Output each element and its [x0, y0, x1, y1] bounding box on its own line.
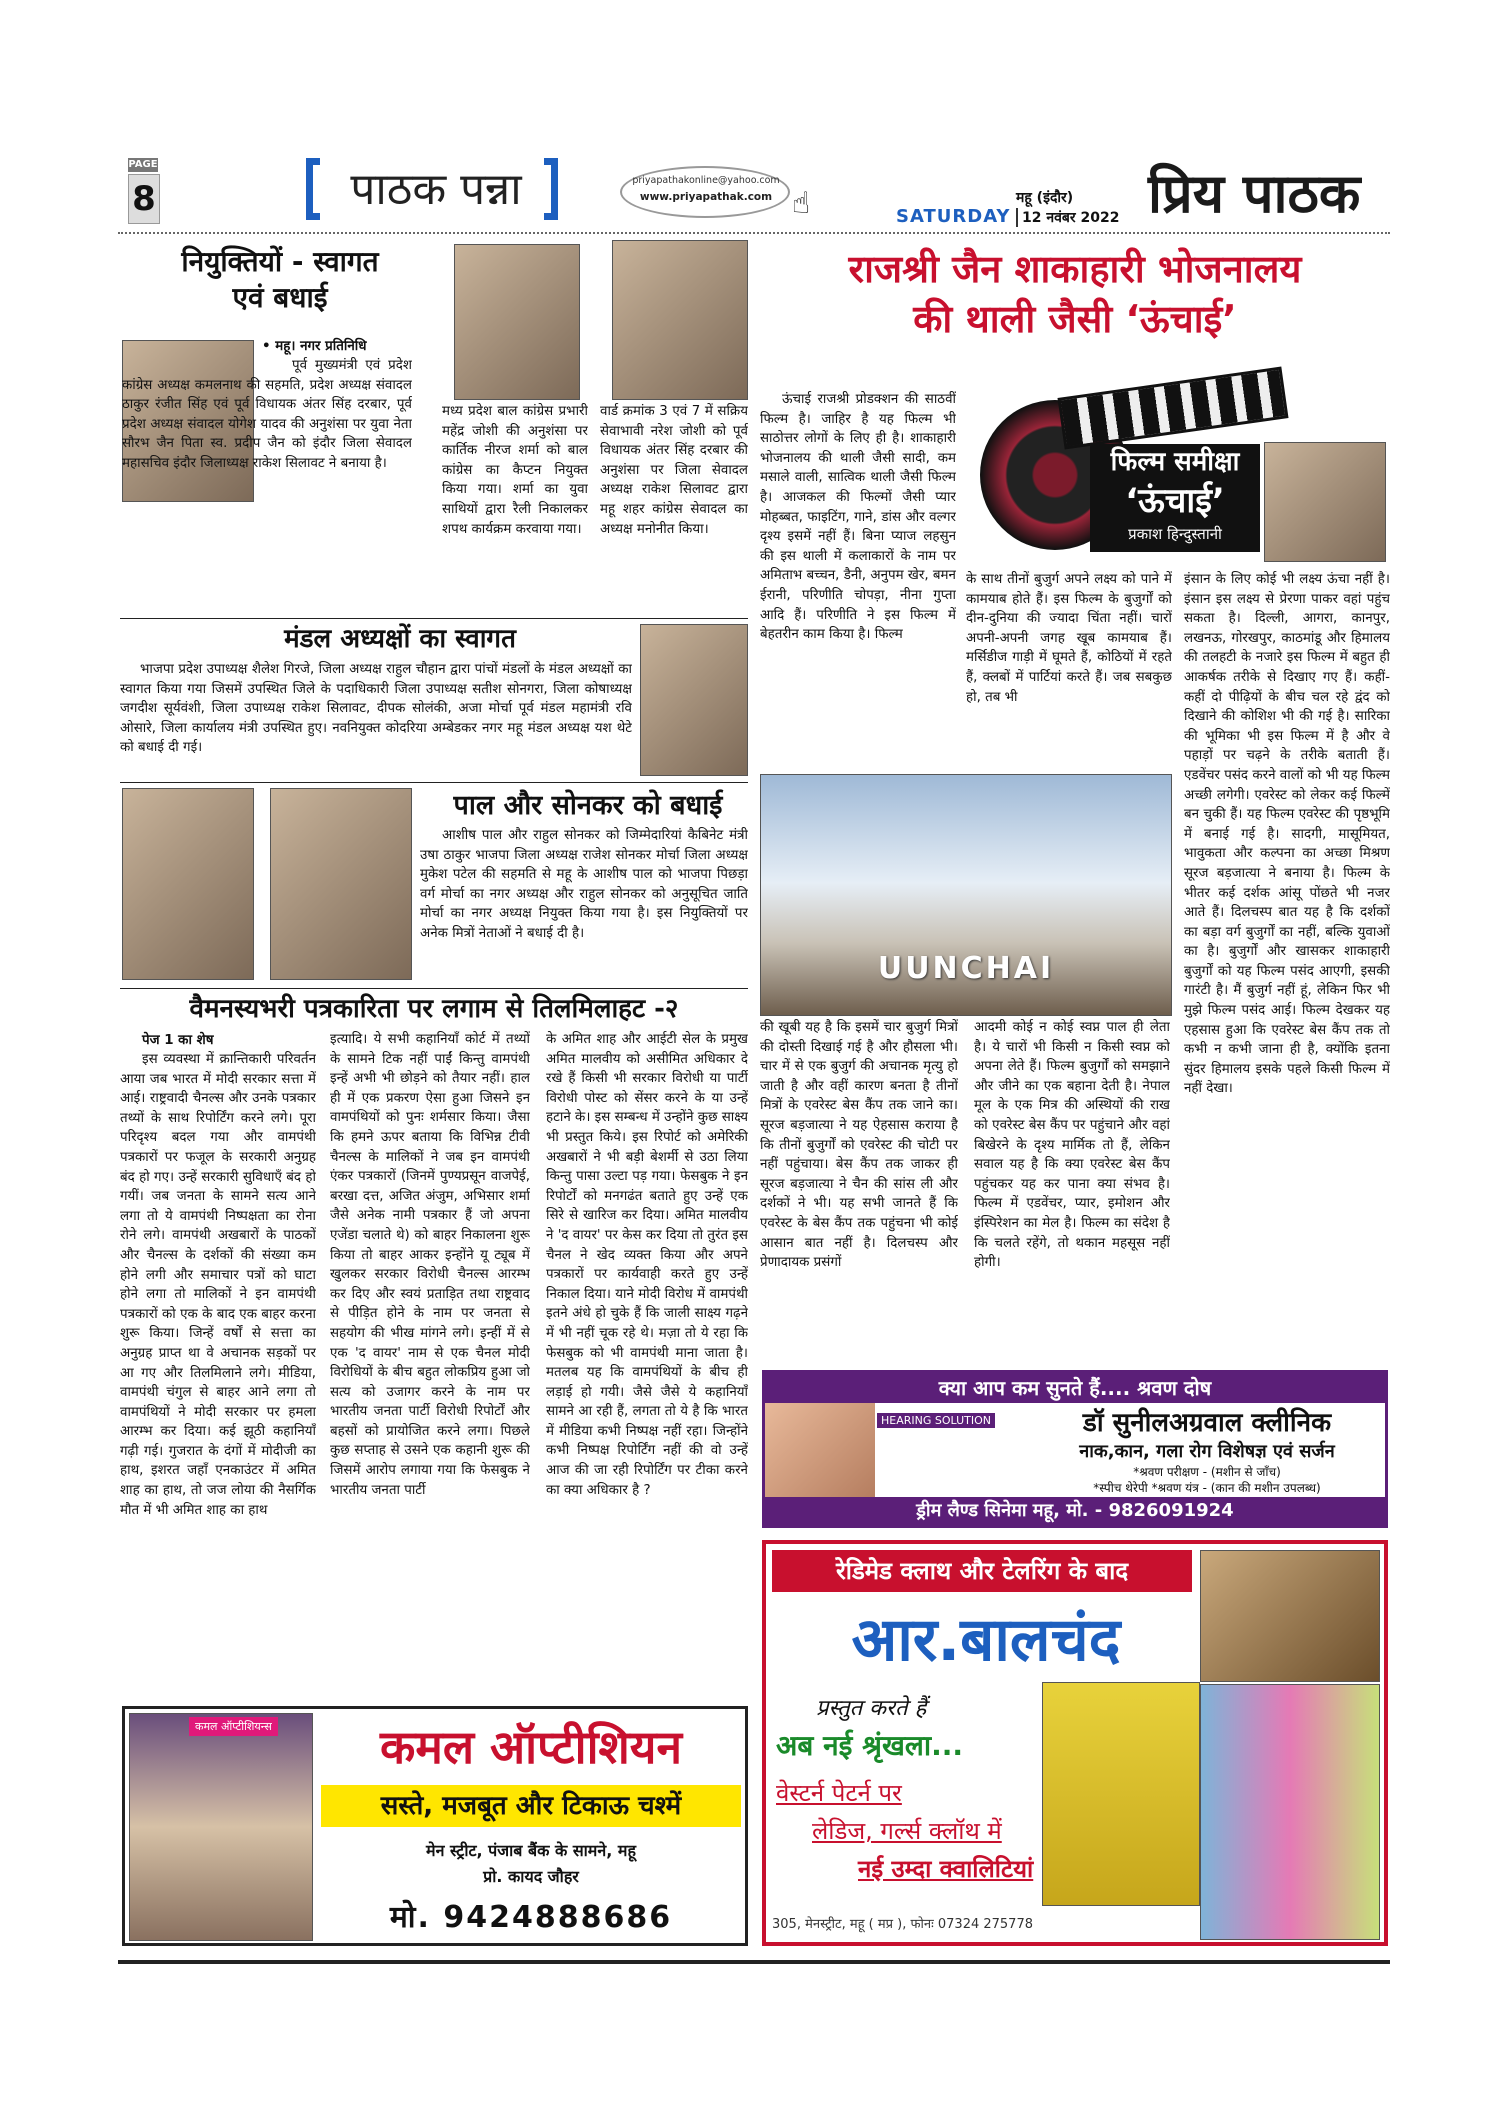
film-col-b1: की खूबी यह है कि इसमें चार बुजुर्ग मित्रों की दोस्ती दिखाई गई है और हौसला भी। चार में से एक बुजुर्ग की अचानक मृत्यु हो जाती है और वहीं कारण बनता है तीनों मित्रों के एवरेस्ट बेस कैंप तक जाने का। सूरज बड़जात्या ने यह ऐहसास कराया है कि तीनों बुजुर्गों को एवरेस्ट की चोटी पर नहीं पहुंचाया। बेस कैंप तक जाकर ही सूरज बड़जात्या ने चैन की सांस ली और दर्शकों ने भी। यह सभी जानते हैं कि एवरेस्ट के बेस कैंप तक पहुंचना भी कोई आसान बात नहीं है। दिलचस्प और प्रेणादायक प्रसंगों	[760, 1020, 958, 1271]
mannequin-photo	[1200, 1550, 1380, 1682]
page-bottom-rule	[118, 1960, 1390, 1964]
ad-hearing-top: क्या आप कम सुनते हैं.... श्रवण दोष	[765, 1373, 1385, 1403]
film-col2: के साथ तीनों बुजुर्ग अपने लक्ष्य को पाने में कामयाब होते हैं। इस फिल्म के बुजुर्गों को दीन-दुनिया की ज्यादा चिंता नहीं। चारों अपनी-अपनी जगह खूब कामयाब हैं। मर्सिडीज गाड़ी में घूमते हैं, कोठियों में रहते हैं, क्लबों में पार्टियां करते हैं। जब सबकुछ हो, तब भी	[966, 572, 1172, 705]
ad-balchand[interactable]	[762, 1540, 1388, 1946]
story1-heading: नियुक्तियों - स्वागत एवं बधाई	[181, 245, 379, 314]
story4-subhead: पेज 1 का शेष	[142, 1033, 214, 1048]
film-reviewer: प्रकाश हिन्दुस्तानी	[1128, 525, 1222, 543]
film-badge-movie: ‘ऊंचाई’	[1125, 481, 1225, 521]
film-col3: इंसान के लिए कोई भी लक्ष्य ऊंचा नहीं है। इंसान इस लक्ष्य से प्रेरणा पाकर वहां पहुंच सकता है। दिल्ली, आगरा, कानपुर, लखनऊ, गोरखपुर, काठमांडू और हिमालय की तलहटी के नजारे इस फिल्म में बहुत ही आकर्षक तरीके से दिखाए गए हैं। कहीं-कहीं दो पीढ़ियों के बीच चल रहे द्वंद को दिखाने की कोशिश भी की गई है। सारिका की भूमिका भी इस फिल्म में है और वे पहाड़ों पर चढ़ने के तरीके बताती हैं। एडवेंचर पसंद करने वालों को भी यह फिल्म अच्छी लगेगी। एवरेस्ट को लेकर कई फिल्में बन चुकी हैं। यह फिल्म एवरेस्ट की पृष्ठभूमि में बनाई गई है। सादगी, मासूमियत, भावुकता और कल्पना का अच्छा मिश्रण सूरज बड़जात्या ने बनाया है। फिल्म के भीतर कई दर्शक आंसू पोंछते भी नजर आते हैं। दिलचस्प बात यह है कि दर्शकों का बड़ा वर्ग बुजुर्गों का नहीं, बल्कि युवाओं का है। बुजुर्गों और खासकर शाकाहारी बुजुर्गों को यह फिल्म पसंद आएगी, इसकी गारंटी है। मैं बुजुर्ग नहीं हूं, लेकिन फिर भी मुझे फिल्म पसंद आई। फिल्म देखकर यह एहसास हुआ कि एवरेस्ट बेस कैंप तक तो कभी न कभी जाना ही है, क्योंकि इतना सुंदर हिमालय इसके पहले किसी फिल्म में नहीं देखा।	[1184, 572, 1390, 1097]
ad-hearing-tag: HEARING SOLUTION	[877, 1413, 995, 1428]
ad-hearing-line2: *स्पीच थेरेपी *श्रवण यंत्र - (कान की मशीन उपलब्ध)	[1093, 1481, 1321, 1495]
ad-kamal-phone: मो. 9424888686	[389, 1900, 673, 1935]
ad-balchand-line1: प्रस्तुत करते हैं	[816, 1696, 927, 1721]
story4-col1: इस व्यवस्था में क्रान्तिकारी परिवर्तन आया जब भारत में मोदी सरकार सत्ता में आई। राष्ट्रवादी चैनल्स और उनके पत्रकार तथ्यों के साथ रिपोर्टिंग करने लगे। पूरा परिदृश्य बदल गया और वामपंथी पत्रकारों पर फजूल के सरकारी अनुग्रह बंद हो गए। उन्हें सरकारी सुविधाएँ बंद हो गयीं। जब जनता के सामने सत्य आने लगा तो ये वामपंथी निष्पक्षता का रोना रोने लगे। वामपंथी अखबारों के पाठकों और चैनल्स के दर्शकों की संख्या कम होने लगी और समाचार पत्रों को घाटा होने लगा तो मालिकों ने इन वामपंथी पत्रकारों को एक के बाद एक बाहर करना शुरू किया। जिन्हें वर्षों से सत्ता का अनुग्रह प्राप्त था वे अचानक सड़कों पर आ गए और तिलमिलाने लगे। मीडिया, वामपंथी चंगुल से बाहर आने लगा तो वामपंथियों ने मोदी सरकार पर हमला आरम्भ कर दिया। कई झूठी कहानियाँ गढ़ी गई। गुजरात के दंगों में मोदीजी का हाथ, इशरत जहाँ एनकाउंटर में अमित शाह का हाथ, तो जज लोया की नैसर्गिक मौत में भी अमित शाह का हाथ	[120, 1052, 316, 1518]
section-bracket-right	[544, 158, 558, 220]
story1-body: पूर्व मुख्यमंत्री एवं प्रदेश कांग्रेस अध्यक्ष कमलनाथ की सहमति, प्रदेश अध्यक्ष संवादल ठाकुर रंजीत सिंह एवं पूर्व विधायक अंतर सिंह दरबार, पूर्व प्रदेश अध्यक्ष संवादल योगेश यादव की अनुशंसा पर युवा नेता सौरभ जैन पिता स्व. प्रदीप जैन को इंदौर जिला सेवादल महासचिव इंदौर जिलाध्यक्ष राकेश सिलावट ने बनाया है।	[122, 358, 412, 471]
ad-hearing-doctor: डॉ सुनीलअग्रवाल क्लीनिक	[1082, 1408, 1332, 1438]
shop-photo	[129, 1713, 313, 1941]
ad-balchand-line5: नई उम्दा क्वालिटियां	[858, 1855, 1034, 1883]
ad-kamal-badge: कमल ऑप्टीशियन्स	[189, 1717, 278, 1736]
paper-logo: प्रिय पाठक	[1148, 161, 1361, 225]
ad-hearing-line1: *श्रवण परीक्षण - (मशीन से जाँच)	[1133, 1465, 1281, 1479]
photo-rahul-sonkar	[270, 788, 412, 980]
ad-kamal-tagline: सस्ते, मजबूत और टिकाऊ चश्में	[321, 1785, 741, 1827]
photo-yash-thete	[640, 624, 748, 776]
photo-ashish-pal	[122, 788, 254, 980]
story3-rule	[120, 782, 748, 783]
ad-hearing-specialty: नाक,कान, गला रोग विशेषज्ञ एवं सर्जन	[1079, 1441, 1335, 1462]
ad-kamal-brand: कमल ऑप्टीशियन	[380, 1720, 682, 1774]
ad-balchand-line3: वेस्टर्न पेटर्न पर	[776, 1779, 902, 1807]
page-number: 8	[128, 174, 160, 224]
date-label: 12 नवंबर 2022	[1016, 208, 1119, 227]
dress-photo	[1042, 1682, 1200, 1906]
email-link[interactable]: priyapathakonline@yahoo.com	[632, 175, 780, 186]
ad-hearing[interactable]	[762, 1370, 1388, 1528]
story1-col2: मध्य प्रदेश बाल कांग्रेस प्रभारी महेंद्र जोशी की अनुशंसा पर कार्तिक नीरज शर्मा को बाल कांग्रेस का कैप्टन नियुक्त किया गया। शर्मा का युवा साथियों द्वारा रैली निकालकर शपथ कार्यक्रम करवाया गया।	[442, 404, 588, 537]
story4-col2: इत्यादि। ये सभी कहानियाँ कोर्ट में तथ्यों के सामने टिक नहीं पाईं किन्तु वामपंथी इन्हें अभी भी छोड़ने को तैयार नहीं। हाल ही में एक प्रकरण ऐसा हुआ जिसने इन वामपंथियों को पुनः शर्मसार किया। जैसा कि हमने ऊपर बताया कि विभिन्न टीवी चैनल्स के मालिकों ने जब इन वामपंथी एंकर पत्रकारों (जिनमें पुण्यप्रसून वाजपेई, बरखा दत्त, अजित अंजुम, अभिसार शर्मा जैसे अनेक नामी पत्रकार हैं जो अपना एजेंडा चलाते थे) को बाहर निकालना शुरू किया तो बाहर आकर इन्होंने यू ट्यूब में खुलकर सरकार विरोधी चैनल्स आरम्भ कर दिए और स्वयं प्रताड़ित तथा राष्ट्रवाद से पीड़ित होने के नाम पर जनता से सहयोग की भीख मांगने लगे। इन्हीं में से एक 'द वायर' नाम से एक चैनल मोदी विरोधियों के बीच बहुत लोकप्रिय हुआ जो सत्य को उजागर करने के नाम पर भारतीय जनता पार्टी विरोधी रिपोर्टों और बहसों को प्रायोजित करने लगा। पिछले कुछ सप्ताह से उसने एक कहानी शुरू की जिसमें आरोप लगाया गया कि फेसबुक ने भारतीय जनता पार्टी	[330, 1032, 530, 1498]
film-poster	[760, 774, 1172, 1016]
story4-rule	[120, 988, 748, 989]
ad-balchand-top: रेडिमेड क्लाथ और टेलरिंग के बाद	[772, 1550, 1192, 1592]
story2-heading: मंडल अध्यक्षों का स्वागत	[284, 624, 516, 654]
ad-balchand-brand: आर.बालचंद	[851, 1605, 1121, 1675]
story4-col3: के अमित शाह और आईटी सेल के प्रमुख अमित मालवीय को असीमित अधिकार दे रखे हैं किसी भी सरकार विरोधी या पार्टी विरोधी पोस्ट को सेंसर करने के या उन्हें हटाने के। इस सम्बन्ध में उन्होंने कुछ साक्ष्य भी प्रस्तुत किये। इस रिपोर्ट को अमेरिकी अखबारों ने भी बड़ी बेशर्मी से उठा लिया किन्तु पासा उल्टा पड़ गया। फेसबुक ने इन रिपोर्टों को मनगढंत बताते हुए उन्हें एक सिरे से खारिज कर दिया। अमित मालवीय ने 'द वायर' पर केस कर दिया तो तुरंत इस चैनल ने खेद व्यक्त किया और अपने पत्रकारों पर कार्यवाही करते हुए उन्हें निकाल दिया। याने मोदी विरोध में वामपंथी इतने अंधे हो चुके हैं कि जाली साक्ष्य गढ़ने में भी नहीं चूक रहे थे। मज़ा तो ये रहा कि फेसबुक को भी वामपंथी माना जाता है। मतलब यह कि वामपंथियों के बीच ही लड़ाई हो गयी। जैसे जैसे ये कहानियाँ सामने आ रही हैं, लगता तो ये है कि भारत में मीडिया कभी निष्पक्ष नहीं रहा। जिन्होंने कभी निष्पक्ष रिपोर्टिंग नहीं की वो उन्हें आज की जा रही रिपोर्टिंग पर टीका करने का क्या अधिकार है ?	[546, 1032, 748, 1498]
ad-kamal-address: मेन स्ट्रीट, पंजाब बैंक के सामने, महू	[426, 1841, 636, 1860]
ear-photo	[765, 1403, 875, 1503]
ad-balchand-address: 305, मेनस्ट्रीट, महू ( मप्र ), फोनः 07324 275778	[772, 1917, 1033, 1932]
ad-balchand-line2: अब नई श्रृंखला...	[776, 1729, 964, 1762]
film-headline: राजश्री जैन शाकाहारी भोजनालय की थाली जैसी ‘ऊंचाई’	[848, 247, 1302, 341]
ad-kamal[interactable]	[122, 1706, 748, 1946]
photo-kartik-neeraj	[454, 244, 580, 400]
photo-naresh-joshi	[612, 240, 748, 400]
page-label: PAGE	[128, 159, 158, 170]
film-col-b2: आदमी कोई न कोई स्वप्न पाल ही लेता है। ये चारों भी किसी न किसी स्वप्न को अपना लेते हैं। फिल्म बुजुर्गों को समझाने और जीने का एक बहाना देती है। नेपाल मूल के एक मित्र की अस्थियों की राख को एवरेस्ट बेस कैंप पर पहुंचाने और वहां बिखेरने के दृश्य मार्मिक तो हैं, लेकिन सवाल यह है कि क्या एवरेस्ट बेस कैंप पहुंचकर यह कर पाना क्या संभव है। फिल्म में एडवेंचर, प्यार, इमोशन और इंस्पिरेशन का मेल है। फिल्म का संदेश है कि चलते रहेंगे, तो थकान महसूस नहीं होगी।	[974, 1020, 1170, 1271]
film-col1: ऊंचाई राजश्री प्रोडक्शन की साठवीं फिल्म है। जाहिर है यह फिल्म भी साठोत्तर लोगों के लिए ही है। शाकाहारी भोजनालय की थाली जैसी सादी, कम मसाले वाली, सात्विक थाली जैसी फिल्म है। आजकल की फिल्मों जैसी प्यार मोहब्बत, फाइटिंग, गाने, डांस और वल्गर दृश्य इसमें नहीं हैं। बिना प्याज लहसुन की इस थाली में कलाकारों के नाम पर अमिताभ बच्चन, डैनी, अनुपम खेर, बमन ईरानी, परिणीति चोपड़ा, नीना गुप्ता आदि हैं। परिणीति ने इस फिल्म में बेहतरीन काम किया है। फिल्म	[760, 392, 956, 643]
ad-kamal-proprietor: प्रो. कायद जौहर	[483, 1867, 579, 1886]
film-badge-title: फिल्म समीक्षा	[1110, 447, 1240, 477]
photo-reviewer	[1264, 442, 1386, 562]
story1-byline: • महू। नगर प्रतिनिधि	[262, 339, 367, 354]
film-strip-graphic	[1057, 367, 1288, 450]
section-bracket-left	[306, 158, 320, 220]
ad-balchand-line4: लेडिज, गर्ल्स क्लॉथ में	[812, 1817, 1002, 1845]
pointer-hand-icon: ☝	[792, 186, 811, 221]
masthead-divider	[118, 232, 1390, 234]
story3-heading: पाल और सोनकर को बधाई	[453, 790, 723, 821]
film-badge	[1090, 444, 1260, 552]
story2-body: भाजपा प्रदेश उपाध्यक्ष शैलेश गिरजे, जिला अध्यक्ष राहुल चौहान द्वारा पांचों मंडलों के मंडल अध्यक्षों का स्वागत किया गया जिसमें उपस्थित जिले के पदाधिकारी जिला उपाध्यक्ष सतीश सोनगरा, जिला कोषाध्यक्ष जगदीश सूर्यवंशी, जिला उपाध्यक्ष राकेश सिलावट, दीपक सोलंकी, अजा मोर्चा पूर्व मंडल महामंत्री रवि ओसारे, जिला कार्यालय मंत्री उपस्थित हुए। नवनियुक्त कोदरिया अम्बेडकर नगर महू मंडल अध्यक्ष यश थेटे को बधाई दी गई।	[120, 662, 632, 756]
section-title: पाठक पन्ना	[350, 164, 522, 215]
ad-hearing-address: ड्रीम लैण्ड सिनेमा महू, मो. - 9826091924	[765, 1497, 1385, 1525]
story4-heading: वैमनस्यभरी पत्रकारिता पर लगाम से तिलमिलाहट -२	[189, 994, 679, 1024]
poster-title: UUNCHAI	[877, 951, 1055, 986]
story2-rule	[120, 618, 748, 619]
website-link[interactable]: www.priyapathak.com	[639, 191, 773, 203]
story3-body: आशीष पाल और राहुल सोनकर को जिम्मेदारियां कैबिनेट मंत्री उषा ठाकुर भाजपा जिला अध्यक्ष राजेश सोनकर मोर्चा जिला अध्यक्ष मुकेश पटेल की सहमति से महू के आशीष पाल को भाजपा पिछड़ा वर्ग मोर्चा का नगर अध्यक्ष और राहुल सोनकर को अनुसूचित जाति मोर्चा का नगर अध्यक्ष नियुक्त किया गया है। इस नियुक्तियों पर अनेक मित्रों नेताओं ने बधाई दी है।	[420, 828, 748, 941]
pants-photo	[1200, 1684, 1380, 1940]
place-label: महू (इंदौर)	[1016, 190, 1074, 206]
day-label: SATURDAY	[896, 206, 1011, 227]
story1-col3: वार्ड क्रमांक 3 एवं 7 में सक्रिय सेवाभावी नरेश जोशी को पूर्व विधायक अंतर सिंह दरबार की अनुशंसा पर जिला सेवादल अध्यक्ष राकेश सिलावट द्वारा महू शहर कांग्रेस सेवादल का अध्यक्ष मनोनीत किया।	[600, 404, 748, 537]
